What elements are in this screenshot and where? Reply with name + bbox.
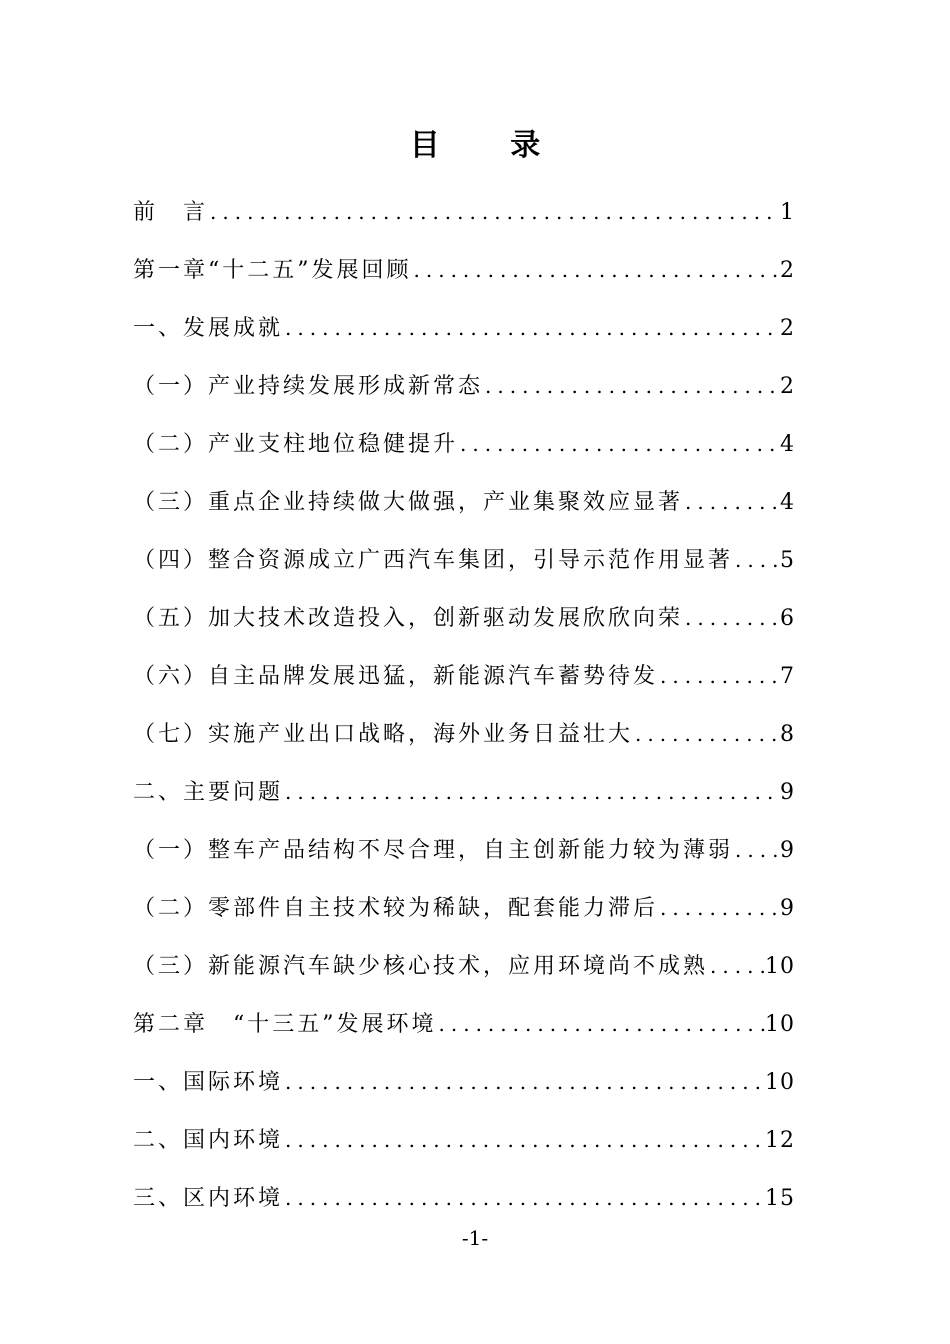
toc-entry-page: 1	[780, 200, 795, 225]
toc-entry-page: 5	[780, 548, 795, 573]
toc-dot-leader	[460, 422, 780, 466]
toc-dot-leader	[685, 596, 780, 640]
toc-entry-page: 15	[765, 1186, 795, 1211]
toc-dot-leader	[660, 654, 780, 698]
toc-entry-page: 6	[780, 606, 795, 631]
toc-entry-page: 10	[765, 954, 795, 979]
toc-entry[interactable]	[133, 770, 795, 828]
toc-entry-label: 第一章“十二五”发展回顾	[133, 258, 412, 283]
toc-entry-page: 2	[780, 374, 795, 399]
toc-entry[interactable]	[133, 828, 795, 886]
toc-dot-leader	[660, 886, 780, 930]
toc-dot-leader	[285, 770, 780, 814]
toc-entry-page: 7	[780, 664, 795, 689]
toc-entry[interactable]	[133, 248, 795, 306]
toc-entry[interactable]	[133, 480, 795, 538]
toc-entry[interactable]	[133, 306, 795, 364]
toc-dot-leader	[710, 944, 765, 988]
toc-entry-label: 三、区内环境	[133, 1186, 284, 1211]
toc-entry[interactable]	[133, 1002, 795, 1060]
toc-entry-label: （七）实施产业出口战略，海外业务日益壮大	[133, 722, 634, 747]
toc-dot-leader	[210, 190, 780, 234]
toc-dot-leader	[485, 364, 780, 408]
toc-dot-leader	[285, 1060, 765, 1104]
toc-entry-label: 第二章 “十三五”发展环境	[133, 1012, 437, 1037]
toc-dot-leader	[285, 1118, 765, 1162]
page-number: -1-	[461, 1226, 489, 1250]
toc-entry-label: （三）新能源汽车缺少核心技术，应用环境尚不成熟	[133, 954, 709, 979]
toc-dot-leader	[439, 1002, 766, 1046]
toc-entry-page: 12	[765, 1128, 795, 1153]
toc-entry-label: 一、发展成就	[133, 316, 284, 341]
toc-entry-label: （一）产业持续发展形成新常态	[133, 374, 484, 399]
toc-entry[interactable]	[133, 654, 795, 712]
toc-entry-label: 二、国内环境	[133, 1128, 284, 1153]
toc-entry-page: 10	[765, 1012, 795, 1037]
toc-entry-label: （五）加大技术改造投入，创新驱动发展欣欣向荣	[133, 606, 684, 631]
toc-entry-label: 前 言	[133, 200, 209, 225]
toc-entry[interactable]	[133, 364, 795, 422]
toc-entry[interactable]	[133, 712, 795, 770]
toc-dot-leader	[735, 828, 780, 872]
toc-entry[interactable]	[133, 422, 795, 480]
toc-entry-label: （一）整车产品结构不尽合理，自主创新能力较为薄弱	[133, 838, 734, 863]
toc-title: 目 录	[409, 128, 571, 163]
toc-dot-leader	[285, 306, 780, 350]
toc-list	[133, 190, 795, 1234]
toc-entry-page: 2	[780, 258, 795, 283]
toc-dot-leader	[735, 538, 780, 582]
toc-entry-label: （六）自主品牌发展迅猛，新能源汽车蓄势待发	[133, 664, 659, 689]
toc-entry-page: 4	[780, 490, 795, 515]
toc-entry-label: 一、国际环境	[133, 1070, 284, 1095]
toc-entry-label: 二、主要问题	[133, 780, 284, 805]
toc-dot-leader	[635, 712, 780, 756]
toc-dot-leader	[285, 1176, 765, 1220]
toc-entry[interactable]	[133, 944, 795, 1002]
toc-entry[interactable]	[133, 596, 795, 654]
toc-entry-page: 4	[780, 432, 795, 457]
toc-entry[interactable]	[133, 1060, 795, 1118]
toc-dot-leader	[685, 480, 780, 524]
toc-entry-label: （二）零部件自主技术较为稀缺，配套能力滞后	[133, 896, 659, 921]
toc-entry[interactable]	[133, 538, 795, 596]
toc-entry-label: （二）产业支柱地位稳健提升	[133, 432, 459, 457]
toc-entry-page: 2	[780, 316, 795, 341]
toc-entry-label: （四）整合资源成立广西汽车集团，引导示范作用显著	[133, 548, 734, 573]
toc-dot-leader	[414, 248, 781, 292]
toc-entry-page: 9	[780, 780, 795, 805]
toc-entry[interactable]	[133, 1118, 795, 1176]
toc-entry-label: （三）重点企业持续做大做强，产业集聚效应显著	[133, 490, 684, 515]
toc-entry-page: 9	[780, 896, 795, 921]
toc-entry[interactable]	[133, 190, 795, 248]
toc-entry[interactable]	[133, 886, 795, 944]
toc-entry-page: 8	[780, 722, 795, 747]
toc-entry-page: 10	[765, 1070, 795, 1095]
toc-entry-page: 9	[780, 838, 795, 863]
